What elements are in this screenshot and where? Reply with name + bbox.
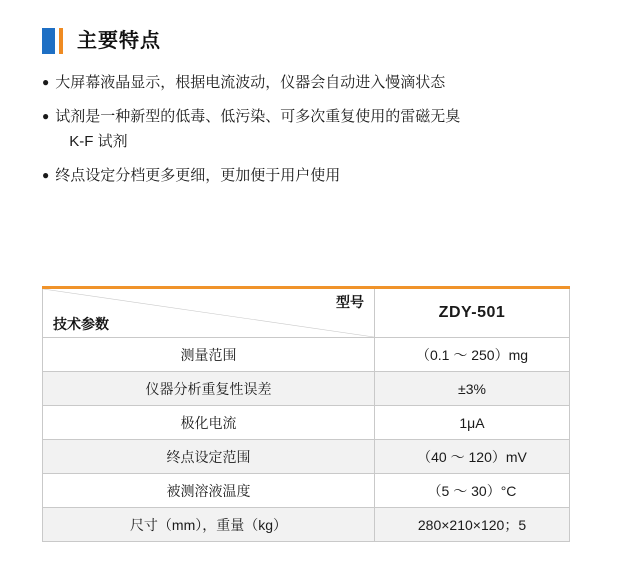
table-row: [43, 372, 570, 406]
row-value: （0.1 ～ 250）mg: [375, 338, 570, 372]
row-param: 尺寸（mm），重量（kg）: [43, 508, 375, 542]
heading-accent-bars: [42, 28, 63, 54]
orange-bar-icon: [59, 28, 63, 54]
header-model-label: 型号: [336, 294, 364, 310]
spec-table-container: [42, 286, 570, 542]
row-param: 仪器分析重复性误差: [43, 372, 375, 406]
table-header-row: [43, 289, 570, 338]
bullet-icon: ●: [42, 109, 50, 123]
row-param: 终点设定范围: [43, 440, 375, 474]
row-value: ±3%: [375, 372, 570, 406]
row-value: （5 ～ 30）°C: [375, 474, 570, 508]
list-item: [42, 104, 582, 154]
bullet-icon: ●: [42, 168, 50, 182]
row-value: 1μA: [375, 406, 570, 440]
row-param: 被测溶液温度: [43, 474, 375, 508]
row-value: （40 ～ 120）mV: [375, 440, 570, 474]
list-item-text: [55, 70, 582, 95]
table-row: [43, 406, 570, 440]
header-param-label: 技术参数: [53, 316, 109, 332]
table-row: [43, 474, 570, 508]
table-row: [43, 440, 570, 474]
blue-bar-icon: [42, 28, 55, 54]
list-item: [42, 163, 582, 188]
table-row: [43, 338, 570, 372]
header-model-value: ZDY-501: [438, 304, 506, 321]
spec-table: [42, 289, 570, 542]
list-item-text: [55, 163, 582, 188]
table-row: [43, 508, 570, 542]
list-item-line1: 大屏幕液晶显示，根据电流波动，仪器会自动进入慢滴状态: [55, 74, 446, 91]
row-param: 测量范围: [43, 338, 375, 372]
list-item: [42, 70, 582, 95]
feature-list: [42, 70, 582, 197]
list-item-text: [55, 104, 582, 154]
list-item-line2: K-F 试剂: [69, 133, 128, 150]
table-header-model-cell: [375, 289, 570, 338]
table-header-split-cell: [43, 289, 375, 338]
row-value: 280×210×120；5: [375, 508, 570, 542]
row-param: 极化电流: [43, 406, 375, 440]
bullet-icon: ●: [42, 75, 50, 89]
list-item-line1: 终点设定分档更多更细，更加便于用户使用: [55, 167, 341, 184]
section-heading: [42, 28, 161, 54]
page-title: 主要特点: [77, 30, 161, 52]
list-item-line1: 试剂是一种新型的低毒、低污染、可多次重复使用的雷磁无臭: [55, 108, 461, 125]
